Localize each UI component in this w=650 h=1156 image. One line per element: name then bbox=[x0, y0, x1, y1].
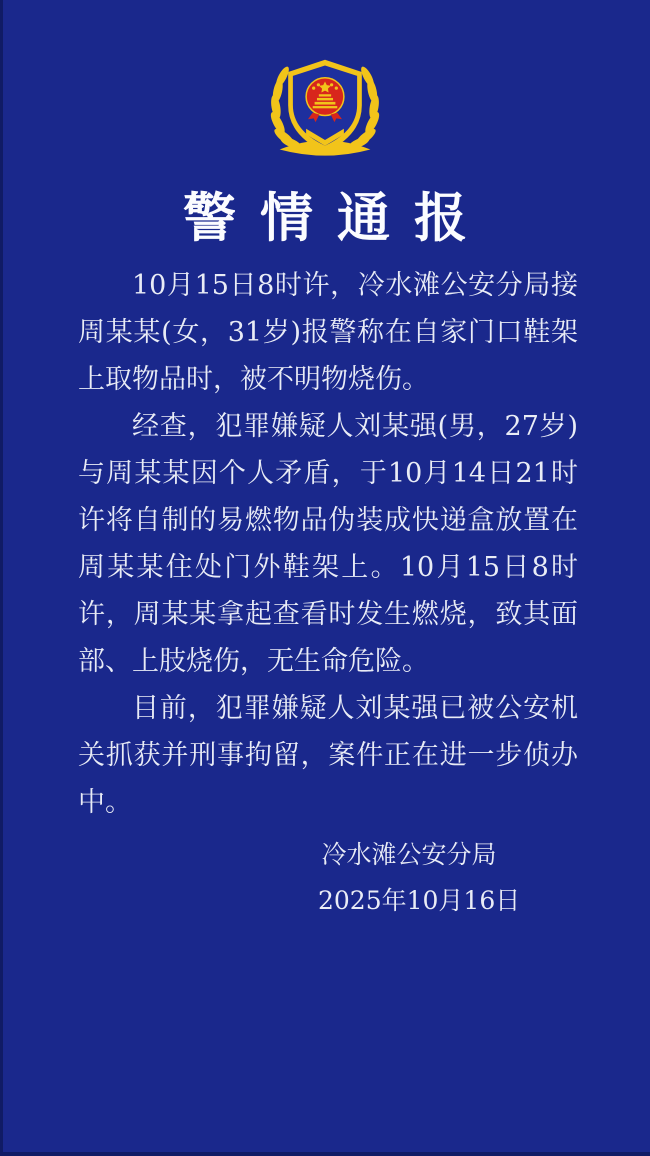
notice-title: 警情通报 bbox=[183, 187, 491, 249]
signature-date: 2025年10月16日 bbox=[318, 886, 521, 915]
signature-block bbox=[318, 832, 521, 924]
signature-agency: 冷水滩公安分局 bbox=[321, 840, 497, 869]
paragraph-3: 目前，犯罪嫌疑人刘某强已被公安机关抓获并刑事拘留，案件正在进一步侦办中。 bbox=[78, 693, 578, 818]
police-badge-icon bbox=[268, 56, 382, 158]
paragraph-1: 10月15日8时许，冷水滩公安分局接周某某(女，31岁)报警称在自家门口鞋架上取物品时，被不明物烧伤。 bbox=[78, 270, 578, 395]
emblem-container bbox=[0, 56, 650, 158]
paragraph-2: 经查，犯罪嫌疑人刘某强(男，27岁)与周某某因个人矛盾，于10月14日21时许将自制的易燃物品伪装成快递盒放置在周某某住处门外鞋架上。10月15日8时许，周某某拿起查看时发生燃烧，致其面部、上肢烧伤，无生命危险。 bbox=[78, 411, 578, 677]
notice-body bbox=[78, 262, 578, 826]
